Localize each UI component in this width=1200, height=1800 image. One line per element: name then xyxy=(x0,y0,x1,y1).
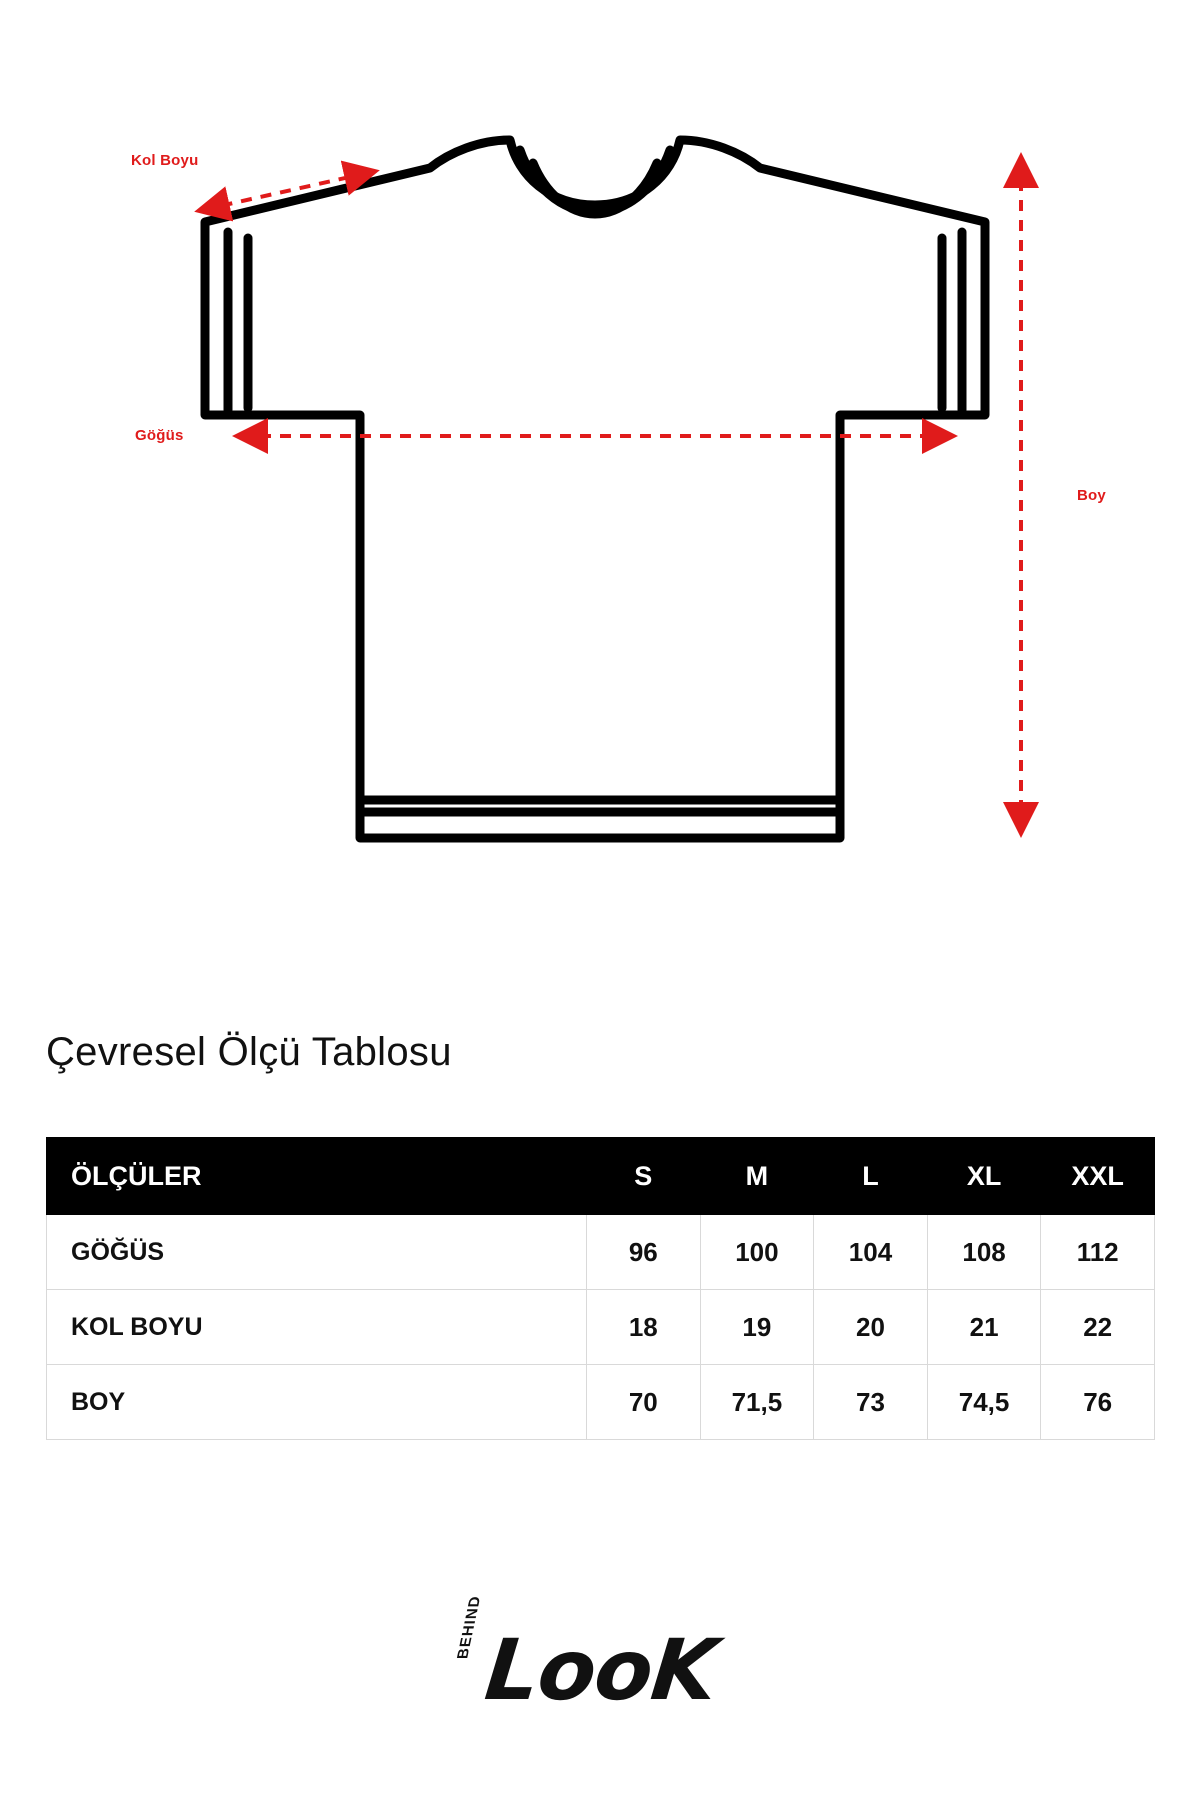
table-row xyxy=(47,1290,1155,1365)
table-header-l: L xyxy=(814,1138,928,1215)
table-header-xxl: XXL xyxy=(1041,1138,1155,1215)
cell-chest-m: 100 xyxy=(700,1215,814,1290)
cell-chest-xl: 108 xyxy=(927,1215,1041,1290)
cell-chest-s: 96 xyxy=(587,1215,701,1290)
table-row xyxy=(47,1365,1155,1440)
cell-sleeve-l: 20 xyxy=(814,1290,928,1365)
logo-lockup xyxy=(450,1595,750,1725)
cell-chest-l: 104 xyxy=(814,1215,928,1290)
cell-length-s: 70 xyxy=(587,1365,701,1440)
cell-length-xl: 74,5 xyxy=(927,1365,1041,1440)
label-chest: Göğüs xyxy=(135,427,184,444)
table-header-xl: XL xyxy=(927,1138,1041,1215)
cell-sleeve-m: 19 xyxy=(700,1290,814,1365)
table-title: Çevresel Ölçü Tablosu xyxy=(46,1030,452,1074)
logo-main-text: LooK xyxy=(480,1621,722,1719)
logo-behind-text: BEHIND xyxy=(454,1595,485,1659)
table-row xyxy=(47,1215,1155,1290)
cell-chest-xxl: 112 xyxy=(1041,1215,1155,1290)
cell-length-l: 73 xyxy=(814,1365,928,1440)
table-header-m: M xyxy=(700,1138,814,1215)
cell-sleeve-xl: 21 xyxy=(927,1290,1041,1365)
table-header-measures: ÖLÇÜLER xyxy=(47,1138,587,1215)
row-label-chest: GÖĞÜS xyxy=(47,1215,587,1290)
cell-length-xxl: 76 xyxy=(1041,1365,1155,1440)
label-sleeve-length: Kol Boyu xyxy=(131,152,199,169)
label-body-length: Boy xyxy=(1077,487,1106,504)
brand-logo xyxy=(0,1595,1200,1740)
cell-length-m: 71,5 xyxy=(700,1365,814,1440)
row-label-length: BOY xyxy=(47,1365,587,1440)
tshirt-outline-icon xyxy=(205,140,985,838)
table-header-s: S xyxy=(587,1138,701,1215)
table-header-row xyxy=(47,1138,1155,1215)
cell-sleeve-s: 18 xyxy=(587,1290,701,1365)
cell-sleeve-xxl: 22 xyxy=(1041,1290,1155,1365)
size-table xyxy=(46,1137,1155,1440)
row-label-sleeve: KOL BOYU xyxy=(47,1290,587,1365)
